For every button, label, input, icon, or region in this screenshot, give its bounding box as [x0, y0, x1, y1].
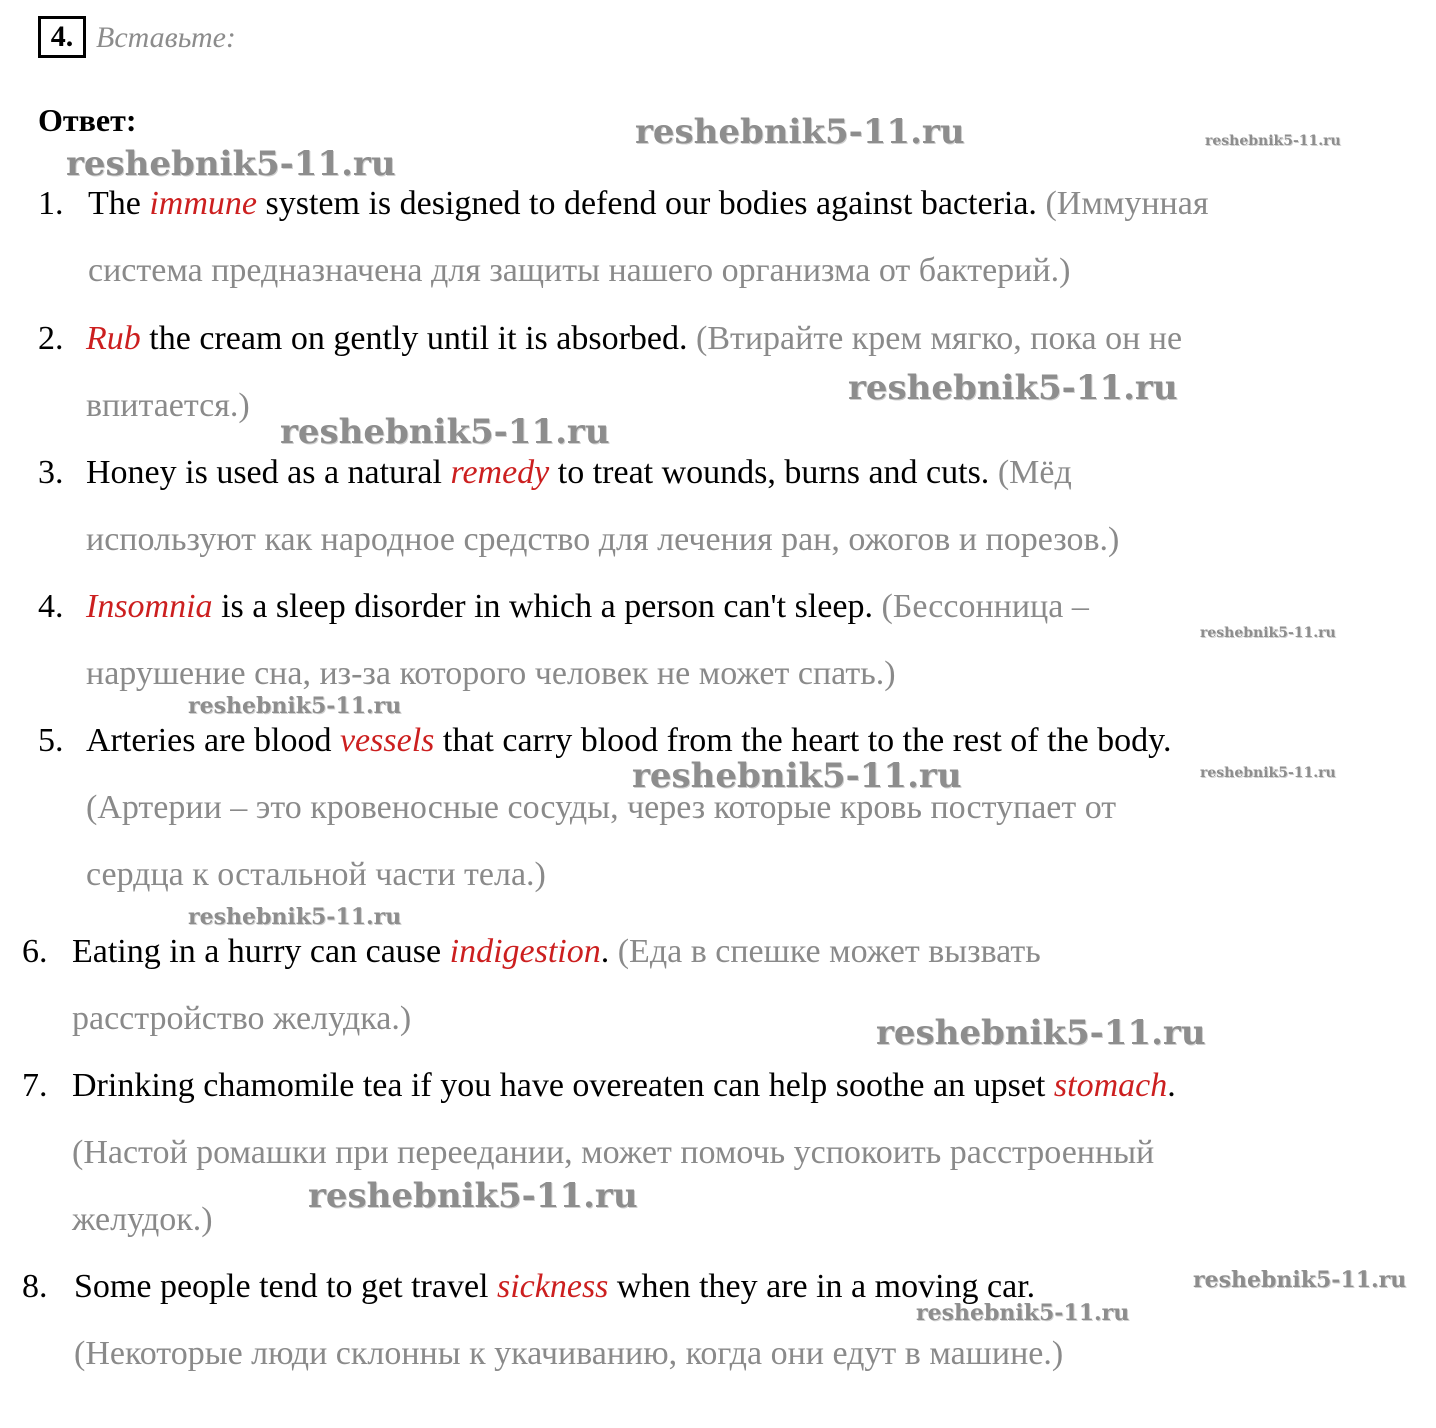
sentence-start: Eating in a hurry can cause: [72, 933, 450, 970]
answer-item-4: [38, 573, 1089, 707]
translation: (Иммунная: [1045, 185, 1209, 222]
watermark: reshebnik5-11.ru: [848, 368, 1178, 408]
sentence-end: system is designed to defend our bodies against bacteria.: [257, 185, 1046, 222]
inserted-word: Insomnia: [86, 588, 213, 625]
translation: (Втирайте крем мягко, пока он не: [696, 320, 1183, 357]
inserted-word: stomach: [1053, 1067, 1168, 1104]
item-number: 7.: [22, 1067, 48, 1104]
sentence-start: Drinking chamomile tea if you have overeaten can help soothe an upset: [72, 1067, 1054, 1104]
watermark: reshebnik5-11.ru: [1193, 1267, 1407, 1293]
translation-line: впитается.): [86, 387, 250, 424]
item-line-1: [86, 573, 1089, 640]
item-number: 5.: [38, 722, 64, 759]
translation: (Бессонница –: [881, 588, 1089, 625]
translation-line: желудок.): [72, 1201, 213, 1238]
item-number: 2.: [38, 320, 64, 357]
item-number: 3.: [38, 454, 64, 491]
item-number: 8.: [22, 1268, 48, 1305]
sentence-end: is a sleep disorder in which a person can't sleep.: [212, 588, 882, 625]
inserted-word: sickness: [497, 1268, 609, 1305]
sentence-end: .: [1167, 1067, 1176, 1104]
sentence-start: The: [88, 185, 150, 222]
task-number: 4.: [38, 16, 86, 58]
answer-item-5: [38, 707, 1171, 908]
sentence-end: the cream on gently until it is absorbed.: [140, 320, 696, 357]
watermark: reshebnik5-11.ru: [916, 1300, 1130, 1326]
sentence-start: Arteries are blood: [86, 722, 340, 759]
translation-line: нарушение сна, из-за которого человек не может спать.): [86, 655, 896, 692]
watermark: reshebnik5-11.ru: [280, 412, 610, 452]
sentence-end: to treat wounds, burns and cuts.: [549, 454, 998, 491]
watermark: reshebnik5-11.ru: [1200, 625, 1336, 641]
sentence-start: Some people tend to get travel: [74, 1268, 497, 1305]
item-line-1: [74, 1253, 1063, 1320]
task-instruction: Вставьте:: [96, 21, 236, 54]
item-number: 4.: [38, 588, 64, 625]
watermark: reshebnik5-11.ru: [188, 904, 402, 930]
translation-line: (Настой ромашки при переедании, может помочь успокоить расстроенный: [72, 1134, 1155, 1171]
sentence-start: Honey is used as a natural: [86, 454, 451, 491]
translation-line: (Артерии – это кровеносные сосуды, через которые кровь поступает от: [86, 789, 1117, 826]
inserted-word: Rub: [86, 320, 141, 357]
inserted-word: indigestion: [449, 933, 601, 970]
translation-line: система предназначена для защиты нашего организма от бактерий.): [88, 252, 1071, 289]
answer-item-1: [38, 170, 1208, 304]
item-line-1: [86, 305, 1182, 372]
translation: (Еда в спешке может вызвать: [617, 933, 1041, 970]
watermark: reshebnik5-11.ru: [188, 693, 402, 719]
sentence-end: that carry blood from the heart to the rest of the body.: [434, 722, 1172, 759]
answer-item-8: [22, 1253, 1063, 1387]
sentence-end: .: [600, 933, 618, 970]
inserted-word: immune: [149, 185, 258, 222]
translation-line: используют как народное средство для лечения ран, ожогов и порезов.): [86, 521, 1120, 558]
translation-line: сердца к остальной части тела.): [86, 856, 546, 893]
answer-item-3: [38, 439, 1119, 573]
item-number: 6.: [22, 933, 48, 970]
watermark: reshebnik5-11.ru: [1200, 765, 1336, 781]
translation-line: расстройство желудка.): [72, 1000, 412, 1037]
item-number: 1.: [38, 185, 64, 222]
inserted-word: remedy: [450, 454, 550, 491]
watermark: reshebnik5-11.ru: [635, 112, 965, 152]
translation: (Мёд: [997, 454, 1072, 491]
inserted-word: vessels: [339, 722, 435, 759]
sentence-end: when they are in a moving car.: [608, 1268, 1036, 1305]
item-line-1: [72, 1052, 1176, 1119]
watermark: reshebnik5-11.ru: [1205, 133, 1341, 149]
answer-label: Ответ:: [38, 102, 137, 138]
watermark: reshebnik5-11.ru: [876, 1013, 1206, 1053]
watermark: reshebnik5-11.ru: [308, 1176, 638, 1216]
watermark: reshebnik5-11.ru: [66, 144, 396, 184]
watermark: reshebnik5-11.ru: [632, 756, 962, 796]
answer-item-7: [22, 1052, 1176, 1253]
translation-line: (Некоторые люди склонны к укачиванию, когда они едут в машине.): [74, 1335, 1064, 1372]
